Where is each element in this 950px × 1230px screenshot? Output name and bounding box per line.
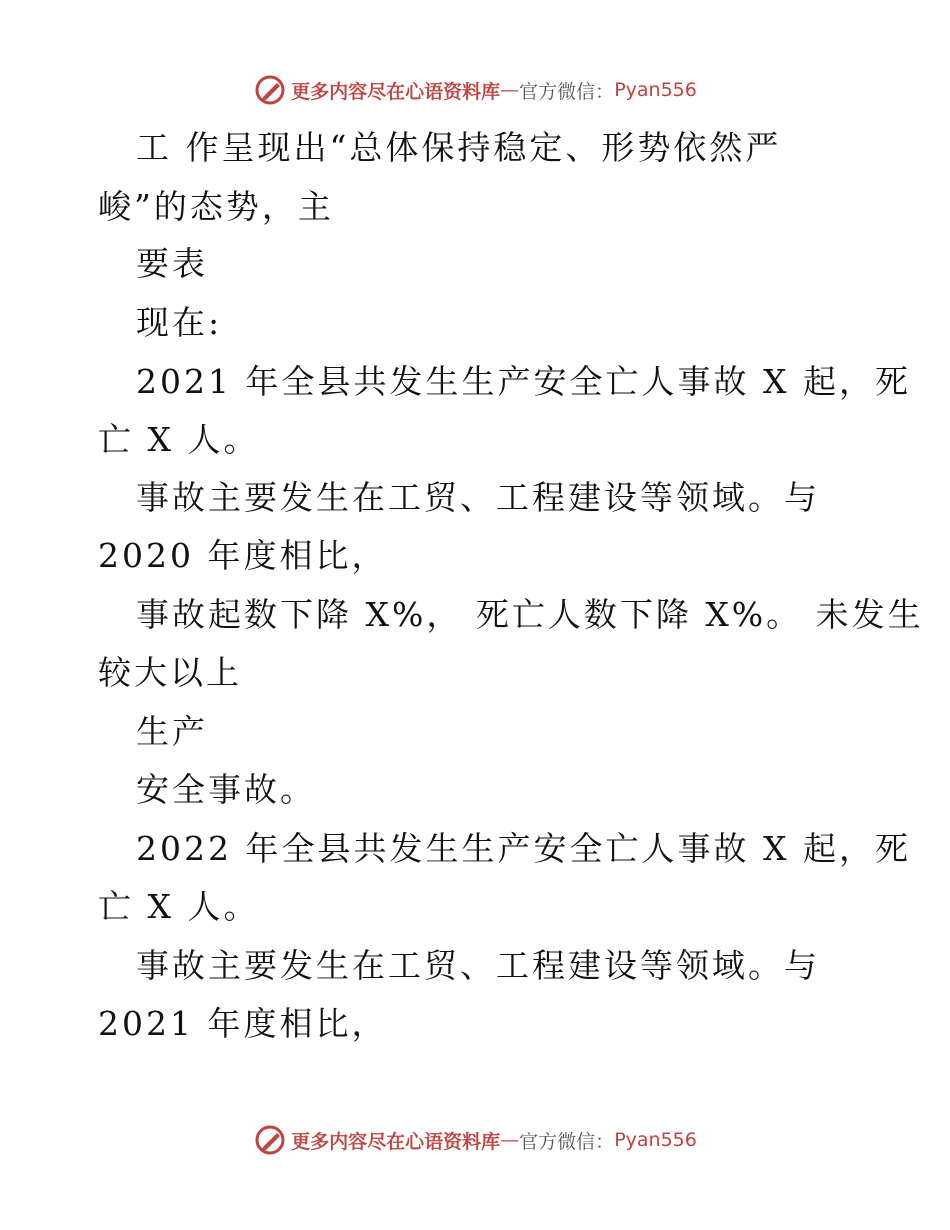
header-banner [0, 72, 950, 108]
banner-label: 官方微信： [519, 80, 615, 103]
body-line: 峻”的态势，主 [98, 187, 334, 226]
banner-handle: Pyan556 [614, 1129, 697, 1151]
banner-handle: Pyan556 [614, 79, 697, 101]
body-line: 事故起数下降 X%， 死亡人数下降 X%。 未发生 [136, 595, 924, 634]
footer-banner [0, 1122, 950, 1158]
body-line: 2022 年全县共发生生产安全亡人事故 X 起，死 [136, 829, 911, 868]
body-line: 亡 X 人。 [98, 420, 260, 459]
body-line: 2020 年度相比， [98, 536, 388, 575]
banner-label: 官方微信： [519, 1130, 615, 1153]
pen-logo-icon [253, 73, 287, 107]
body-line: 生产 [136, 712, 208, 751]
body-line: 2021 年度相比， [98, 1004, 388, 1043]
banner-dash: — [500, 79, 520, 101]
body-line: 安全事故。 [136, 770, 316, 809]
body-line: 2021 年全县共发生生产安全亡人事故 X 起，死 [136, 362, 911, 401]
body-line: 事故主要发生在工贸、工程建设等领域。与 [136, 478, 820, 517]
body-line: 较大以上 [98, 653, 242, 692]
body-line: 要表 [136, 244, 208, 283]
banner-main-text: 更多内容尽在心语资料库 [291, 80, 501, 103]
body-line: 工 作呈现出“总体保持稳定、形势依然严 [136, 128, 782, 167]
body-line: 事故主要发生在工贸、工程建设等领域。与 [136, 946, 820, 985]
pen-logo-icon [253, 1123, 287, 1157]
banner-main-text: 更多内容尽在心语资料库 [291, 1130, 501, 1153]
body-line: 亡 X 人。 [98, 887, 260, 926]
banner-dash: — [500, 1129, 520, 1151]
body-line: 现在: [136, 303, 223, 342]
